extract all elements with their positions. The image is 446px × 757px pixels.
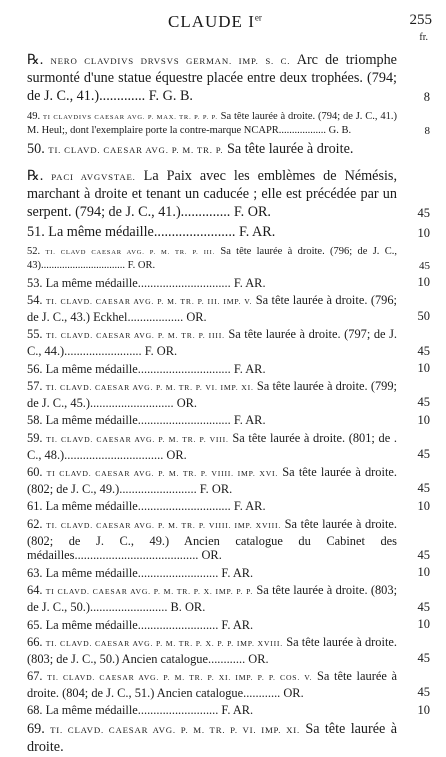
entry-description: Sa tête laurée à droite. (794; de J. C., 41.) M. Heul;, dont l'exemplaire porte la contre-marque NCAPR.................. G. B. xyxy=(27,111,397,136)
entry-number: 50. xyxy=(27,141,49,158)
catalogue-entry xyxy=(0,721,446,757)
entry-text xyxy=(27,141,397,159)
entry-description: Sa tête laurée à droite. (802; de J. C., 49.)......................... F. OR. xyxy=(27,465,397,496)
entry-number: 65. xyxy=(27,617,46,632)
entry-value-francs: 8 xyxy=(424,124,430,137)
catalogue-entry xyxy=(0,168,446,221)
entry-text xyxy=(27,669,397,700)
entry-number: 55. xyxy=(27,327,47,342)
entry-text xyxy=(27,465,397,496)
catalogue-entry xyxy=(0,703,446,718)
entry-number: 56. xyxy=(27,361,46,376)
catalogue-entry xyxy=(0,431,446,462)
entry-description: Sa tête laurée à droite. (797; de J. C., 44.)......................... F. OR. xyxy=(27,327,397,358)
entry-description: Sa tête laurée à droite. (796; de J. C., 43.) Eckhel.................. OR. xyxy=(27,293,397,324)
entry-value-francs: 10 xyxy=(417,275,430,290)
entry-text xyxy=(27,431,397,462)
running-title xyxy=(168,12,262,32)
entry-text xyxy=(27,703,397,718)
entry-text xyxy=(27,499,397,514)
coin-legend: TI. CLAVD. CAESAR AVG. P. M. TR. P. VI. IMP. XI. xyxy=(45,383,254,393)
entry-number: 52. xyxy=(27,246,46,258)
catalogue-entry xyxy=(0,224,446,241)
entry-number: 64. xyxy=(27,583,46,598)
entry-value-francs: 45 xyxy=(417,685,430,700)
coin-legend: TI. CLAVD. CAESAR AVG. P. M. TR. P. xyxy=(48,145,224,156)
entry-number: 63. xyxy=(27,565,46,580)
coin-legend: PACI AVGVSTAE. xyxy=(51,171,136,182)
entry-description: Sa tête laurée à droite. (799; de J. C., 45.)........................... OR. xyxy=(27,379,397,410)
entry-description: Sa tête laurée à droite. (803; de J. C., 50.) Ancien catalogue............ OR. xyxy=(27,635,397,666)
entry-description: La même médaille.......................... F. AR. xyxy=(45,703,254,718)
entry-description: La même médaille.......................... F. AR. xyxy=(45,565,254,580)
catalogue-entry xyxy=(0,379,446,410)
entry-description: Sa tête laurée à droite. (803; de J. C., 50.)......................... B. OR. xyxy=(27,583,398,614)
entry-number: 69. xyxy=(27,721,51,738)
coin-legend: TI. CLAVD. CAESAR AVG. P. M. TR. P. III. IMP. V. xyxy=(45,297,253,307)
catalogue-entry xyxy=(0,465,446,496)
entry-value-francs: 45 xyxy=(417,395,430,410)
entry-number: 51. xyxy=(27,224,49,241)
entry-text xyxy=(27,224,397,241)
entry-text xyxy=(27,327,397,358)
entry-description: Sa tête laurée à droite. xyxy=(223,141,354,158)
value-column-unit: fr. xyxy=(419,32,428,43)
catalogue-entries xyxy=(0,52,446,757)
catalogue-entry xyxy=(0,276,446,291)
catalogue-entry xyxy=(0,583,446,614)
entry-text xyxy=(27,566,397,581)
entry-text xyxy=(27,276,397,291)
entry-number: 60. xyxy=(27,465,47,480)
page-number: 255 xyxy=(409,12,432,28)
entry-description: Sa tête laurée à droite. (804; de J. C., 51.) Ancien catalogue............ OR. xyxy=(27,669,397,700)
entry-number: 58. xyxy=(27,413,46,428)
entry-value-francs: 45 xyxy=(417,447,430,462)
coin-legend: NERO CLAVDIVS DRVSVS GERMAN. IMP. S. C. xyxy=(50,56,291,66)
catalogue-entry xyxy=(0,246,446,272)
coin-legend: TI CLAVD. CAESAR AVG. P. M. TR. P. X. IMP. P. P. xyxy=(45,587,254,597)
coin-legend: TI. CLAVD. CAESAR AVG. P. M. TR. P. VIII. xyxy=(46,434,229,444)
entry-description: La même médaille.............................. F. AR. xyxy=(45,413,266,428)
catalogue-entry xyxy=(0,141,446,159)
entry-value-francs: 45 xyxy=(419,260,430,273)
entry-value-francs: 10 xyxy=(417,703,430,718)
coin-legend: TI. CLAVD. CAESAR AVG. P. M. TR. P. X. P. P. IMP. XVIII. xyxy=(45,639,283,649)
catalogue-entry xyxy=(0,293,446,324)
entry-text xyxy=(27,583,397,614)
running-title-sup: er xyxy=(254,12,262,23)
entry-number: 68. xyxy=(27,703,46,718)
catalogue-entry xyxy=(0,413,446,428)
entry-value-francs: 45 xyxy=(417,481,430,496)
coin-legend: TI. CLAVD. CAESAR AVG. P. M. TR. P. VI. IMP. XI. xyxy=(50,725,300,736)
coin-legend: TI. CLAVD. CAESAR AVG. P. M. TR. P. VIIII. IMP. XVIII. xyxy=(46,520,282,530)
entry-text xyxy=(27,517,397,563)
entry-description: Arc de triomphe surmonté d'une statue équestre placée entre deux trophées. (794; de J. C., 41.)............. F. G. B. xyxy=(27,52,397,104)
running-title-text: CLAUDE I xyxy=(168,12,255,31)
entry-value-francs: 50 xyxy=(417,309,430,324)
entry-text xyxy=(27,721,397,757)
entry-text xyxy=(27,635,397,666)
entry-description: Sa tête laurée à droite. xyxy=(27,721,397,756)
catalogue-entry xyxy=(0,362,446,377)
entry-description: Sa tête laurée à droite. (796; de J. C., 43)................................ F. OR. xyxy=(27,246,397,272)
entry-value-francs: 45 xyxy=(417,599,430,614)
entry-description: La même médaille.............................. F. AR. xyxy=(45,499,266,514)
catalogue-entry xyxy=(0,566,446,581)
catalogue-entry xyxy=(0,618,446,633)
entry-description: La même médaille....................... F. AR. xyxy=(48,224,276,241)
entry-text xyxy=(27,168,397,221)
entry-number: 62. xyxy=(27,516,47,531)
entry-number: 54. xyxy=(27,293,46,308)
entry-description: La même médaille.............................. F. AR. xyxy=(45,361,266,376)
entry-text xyxy=(27,618,397,633)
entry-number: ℞. xyxy=(27,52,51,68)
entry-value-francs: 10 xyxy=(417,617,430,632)
entry-text xyxy=(27,52,397,105)
entry-number: 61. xyxy=(27,499,46,514)
entry-text xyxy=(27,293,397,324)
entry-text xyxy=(27,379,397,410)
entry-number: 59. xyxy=(27,430,47,445)
entry-text xyxy=(27,362,397,377)
entry-value-francs: 45 xyxy=(417,547,430,562)
entry-description: La même médaille.............................. F. AR. xyxy=(45,275,266,290)
entry-value-francs: 10 xyxy=(417,361,430,376)
entry-value-francs: 45 xyxy=(417,651,430,666)
entry-number: 57. xyxy=(27,379,46,394)
coin-legend: TI. CLAVD. CAESAR AVG. P. M. TR. P. XI. IMP. P. P. COS. V. xyxy=(47,673,313,683)
entry-value-francs: 10 xyxy=(417,565,430,580)
entry-description: Sa tête laurée à droite. (801; de . C., 48.)................................ OR. xyxy=(27,430,397,462)
entry-description: Sa tête laurée à droite. (802; de J. C., 49.) Ancien catalogue du Cabinet des médailles........................................ OR. xyxy=(27,516,398,563)
catalogue-entry xyxy=(0,499,446,514)
entry-text xyxy=(27,111,397,137)
catalogue-entry xyxy=(0,517,446,563)
catalogue-entry xyxy=(0,669,446,700)
coin-legend: TI CLAVD. CAESAR AVG. P. M. TR. P. VIIII. IMP. XVI. xyxy=(46,469,279,479)
entry-description: La même médaille.......................... F. AR. xyxy=(45,617,254,632)
entry-text xyxy=(27,413,397,428)
coin-legend: TI. CLAVD CAESAR AVG. P. M. TR. P. III. xyxy=(45,249,216,257)
entry-number: 66. xyxy=(27,635,46,650)
entry-number: 67. xyxy=(27,669,48,684)
page-header xyxy=(0,8,446,48)
catalogue-entry xyxy=(0,327,446,358)
entry-value-francs: 10 xyxy=(417,412,430,427)
entry-value-francs: 8 xyxy=(423,90,430,105)
entry-number: 53. xyxy=(27,275,46,290)
coin-legend: TI CLAVDIVS CAESAR AVG. P. MAX. TR. P. P. P. xyxy=(42,114,218,122)
entry-number: ℞. xyxy=(27,167,52,184)
coin-legend: TI. CLAVD. CAESAR AVG. P. M. TR. P. IIII. xyxy=(46,331,225,341)
entry-description: La Paix avec les emblèmes de Némésis, marchant à droite et tenant un caducée ; elle est précédée par un serpent. (794; de J. C., 41.).............. F. OR. xyxy=(27,167,397,220)
entry-text xyxy=(27,246,397,272)
entry-value-francs: 10 xyxy=(417,226,430,241)
catalogue-entry xyxy=(0,635,446,666)
catalogue-entry xyxy=(0,111,446,137)
entry-value-francs: 10 xyxy=(417,498,430,513)
entry-value-francs: 45 xyxy=(417,343,430,358)
entry-value-francs: 45 xyxy=(417,206,430,221)
catalogue-entry xyxy=(0,52,446,105)
entry-number: 49. xyxy=(27,111,43,123)
